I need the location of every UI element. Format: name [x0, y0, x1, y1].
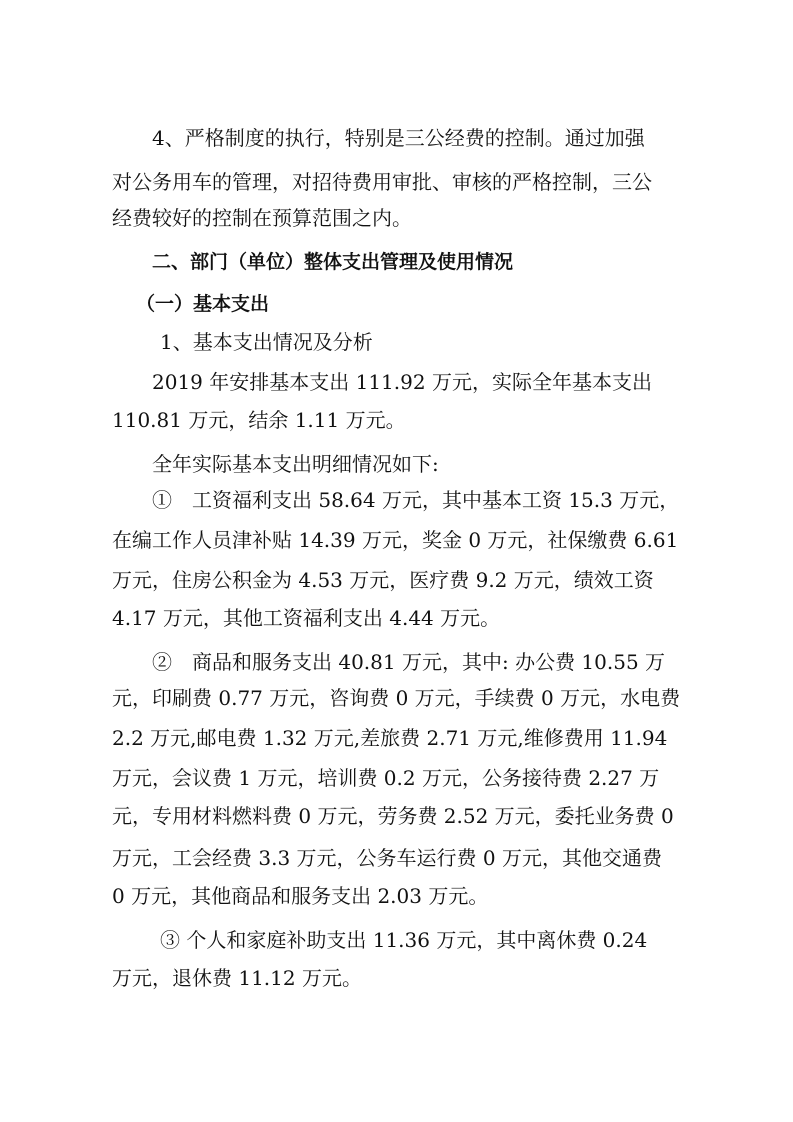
paragraph-line: 元，专用材料燃料费 0 万元，劳务费 2.52 万元，委托业务费 0: [112, 804, 674, 828]
paragraph-line: 在编工作人员津补贴 14.39 万元，奖金 0 万元，社保缴费 6.61: [112, 528, 679, 552]
paragraph-line: 万元，退休费 11.12 万元。: [112, 966, 362, 990]
paragraph-line: ① 工资福利支出 58.64 万元，其中基本工资 15.3 万元，: [152, 488, 680, 512]
paragraph-line: 4.17 万元，其他工资福利支出 4.44 万元。: [112, 606, 501, 630]
paragraph-line: 2.2 万元,邮电费 1.32 万元,差旅费 2.71 万元,维修费用 11.94: [112, 726, 668, 750]
section-heading: 二、部门（单位）整体支出管理及使用情况: [152, 251, 514, 273]
paragraph-line: 4、严格制度的执行，特别是三公经费的控制。通过加强: [152, 126, 645, 150]
subsubsection-heading: 1、基本支出情况及分析: [160, 330, 373, 354]
paragraph-line: 对公务用车的管理，对招待费用审批、审核的严格控制，三公: [112, 170, 652, 194]
paragraph-line: 元，印刷费 0.77 万元，咨询费 0 万元，手续费 0 万元，水电费: [112, 686, 681, 710]
paragraph-line: 0 万元，其他商品和服务支出 2.03 万元。: [112, 884, 489, 908]
paragraph-line: 2019 年安排基本支出 111.92 万元，实际全年基本支出: [152, 370, 652, 394]
paragraph-line: 万元，会议费 1 万元，培训费 0.2 万元，公务接待费 2.27 万: [112, 766, 660, 790]
paragraph-line: 经费较好的控制在预算范围之内。: [112, 206, 412, 230]
subsection-heading: （一）基本支出: [136, 293, 270, 315]
paragraph-line: 万元，工会经费 3.3 万元，公务车运行费 0 万元，其他交通费: [112, 846, 662, 870]
paragraph-line: ② 商品和服务支出 40.81 万元，其中: 办公费 10.55 万: [152, 650, 666, 674]
paragraph-line: ③ 个人和家庭补助支出 11.36 万元，其中离休费 0.24: [160, 928, 648, 952]
paragraph-line: 110.81 万元，结余 1.11 万元。: [112, 408, 406, 432]
paragraph-line: 全年实际基本支出明细情况如下:: [152, 452, 439, 476]
paragraph-line: 万元，住房公积金为 4.53 万元，医疗费 9.2 万元，绩效工资: [112, 568, 654, 592]
